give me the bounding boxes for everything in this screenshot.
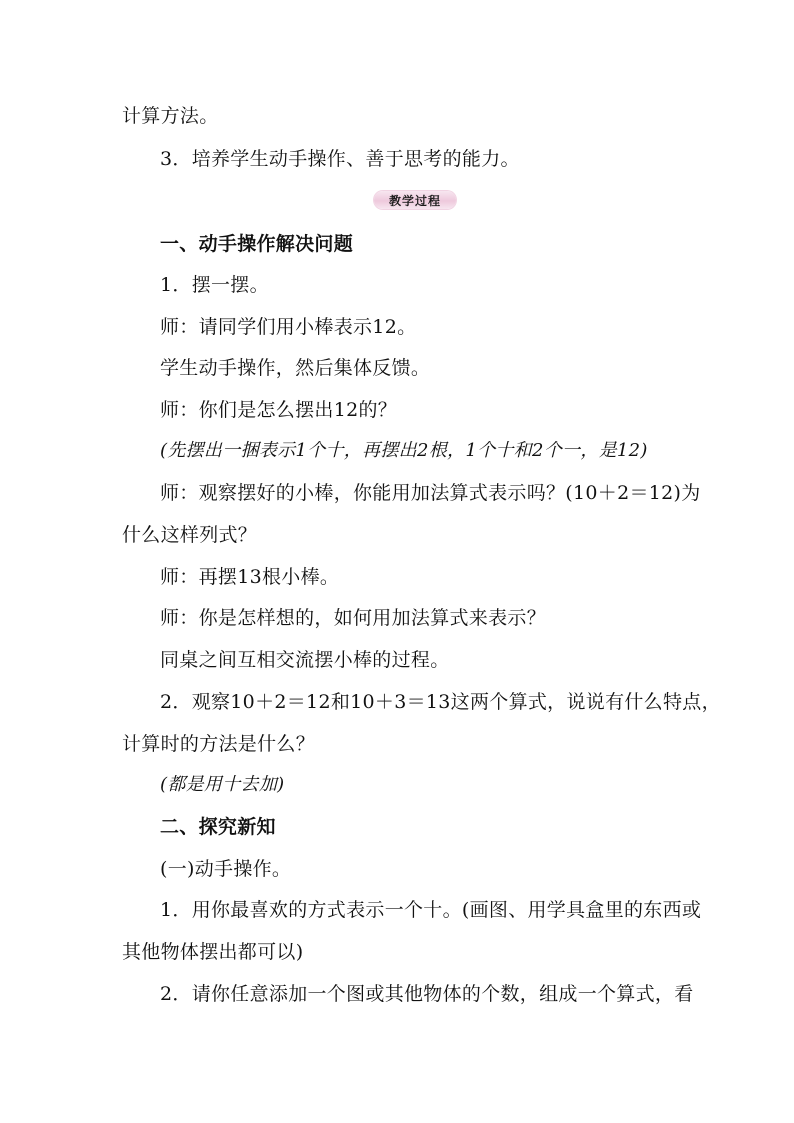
section-badge-label: 教学过程	[388, 193, 441, 208]
paragraph-line: 什么这样列式？	[122, 524, 258, 546]
answer-note: (都是用十去加)	[160, 774, 285, 795]
step-item-1: 1．用你最喜欢的方式表示一个十。(画图、用学具盒里的东西或	[160, 899, 702, 921]
section-heading-1: 一、动手操作解决问题	[160, 233, 354, 255]
section-badge	[374, 191, 456, 209]
teacher-line: 师：再摆13根小棒。	[160, 566, 340, 588]
paragraph-line: 同桌之间互相交流摆小棒的过程。	[160, 649, 450, 671]
teacher-line: 师：观察摆好的小棒，你能用加法算式表示吗？(10＋2＝12)为	[160, 482, 701, 504]
teacher-line: 师：你是怎样想的，如何用加法算式来表示？	[160, 607, 547, 629]
objective-item-3: 3．培养学生动手操作、善于思考的能力。	[160, 148, 520, 170]
paragraph-line: 计算方法。	[122, 105, 219, 127]
teacher-line: 师：你们是怎么摆出12的？	[160, 399, 398, 421]
step-heading: 1．摆一摆。	[160, 274, 269, 296]
teacher-line: 师：请同学们用小棒表示12。	[160, 316, 417, 338]
step-item-2: 2．请你任意添加一个图或其他物体的个数，组成一个算式，看	[160, 983, 694, 1005]
paragraph-line: 其他物体摆出都可以)	[122, 941, 304, 963]
subsection-heading: (一)动手操作。	[160, 858, 292, 880]
section-heading-2: 二、探究新知	[160, 816, 276, 838]
paragraph-line: 学生动手操作，然后集体反馈。	[160, 357, 431, 379]
paragraph-line: 计算时的方法是什么？	[122, 733, 316, 755]
answer-note: (先摆出一捆表示1个十，再摆出2根，1个十和2个一，是12)	[160, 440, 648, 461]
step-item-2: 2．观察10＋2＝12和10＋3＝13这两个算式，说说有什么特点，	[160, 691, 721, 713]
